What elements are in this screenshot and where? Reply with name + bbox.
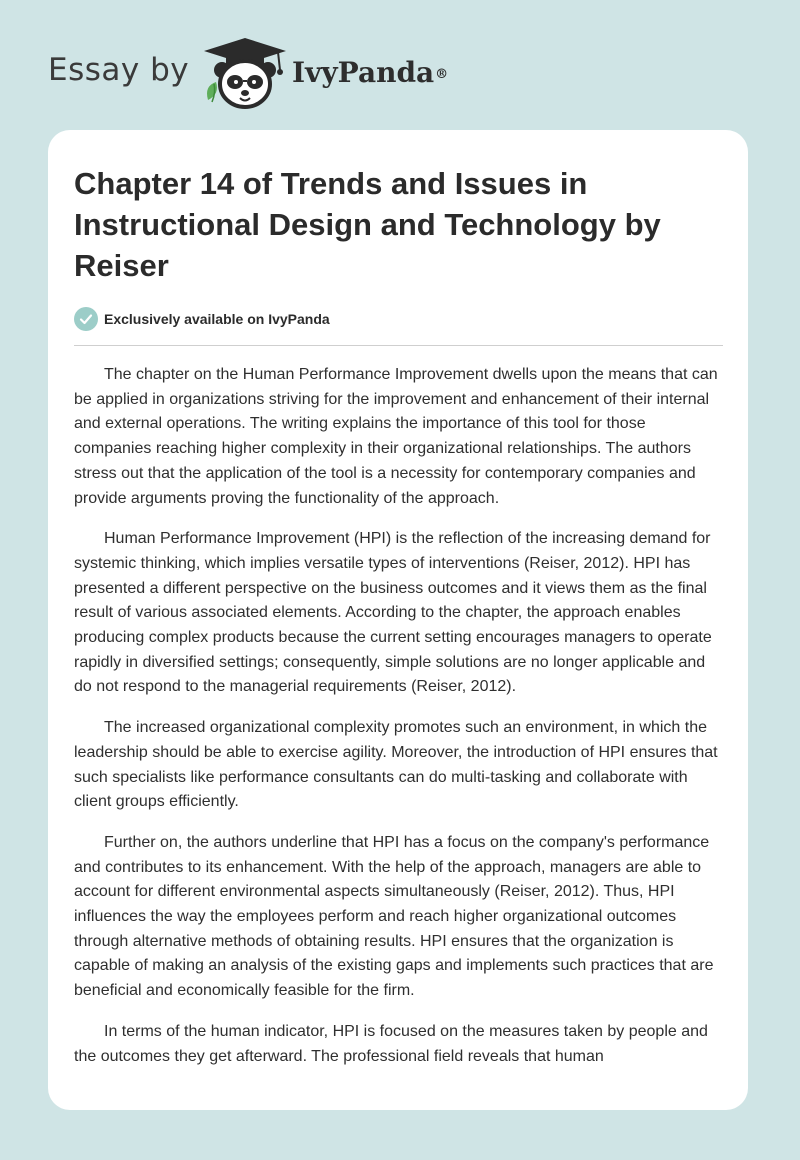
registered-mark: ®: [435, 67, 449, 82]
essay-by-label: Essay by: [48, 52, 190, 88]
paragraph: In terms of the human indicator, HPI is focused on the measures taken by people and the outcomes they get afterward. The professional field reveals that human: [74, 1022, 708, 1065]
brand-name-text: IvyPanda: [292, 56, 435, 89]
site-header: [0, 0, 800, 120]
exclusive-label: Exclusively available on IvyPanda: [104, 311, 330, 327]
paragraph: Further on, the authors underline that HPI has a focus on the company's performance and contributes to its enhancement. With the help of the approach, managers are able to account for different environmental aspects simultaneously (Reiser, 2012). Thus, HPI influences the way the employees perform and reach higher organizational outcomes through alternative methods of obtaining results. HPI ensures that the organization is capable of making an analysis of the existing gaps and implements such practices that are beneficial and economically feasible for the firm.: [74, 833, 714, 1000]
paragraph: The increased organizational complexity promotes such an environment, in which the leadership should be able to exercise agility. Moreover, the introduction of HPI ensures that such specialists like performance consultants can do multi-tasking and collaborate with client groups efficiently.: [74, 719, 718, 811]
page-title: Chapter 14 of Trends and Issues in Instructional Design and Technology by Reiser: [74, 166, 661, 283]
exclusive-notice: [74, 306, 330, 332]
essay-card: [48, 130, 748, 1110]
paragraph: The chapter on the Human Performance Improvement dwells upon the means that can be applied in organizations striving for the improvement and enhancement of their internal and external operations. The writing explains the importance of this tool for those companies reaching higher complexity in their organizational relationships. The authors stress out that the application of the tool is a necessity for contemporary companies and provide arguments proving the functionality of the approach.: [74, 366, 718, 507]
paragraph: Human Performance Improvement (HPI) is the reflection of the increasing demand for systemic thinking, which implies versatile types of interventions (Reiser, 2012). HPI has presented a different perspective on the business outcomes and it views them as the final result of various associated elements. According to the chapter, the approach enables producing complex products because the current setting encourages managers to operate rapidly in diversified settings; consequently, simple solutions are no longer applicable and do not respond to the managerial requirements (Reiser, 2012).: [74, 530, 712, 696]
checkmark-icon: [74, 307, 98, 331]
brand-name[interactable]: [292, 53, 448, 93]
divider: [74, 345, 723, 346]
essay-body: [74, 363, 726, 1085]
panda-logo-icon[interactable]: [200, 36, 290, 110]
